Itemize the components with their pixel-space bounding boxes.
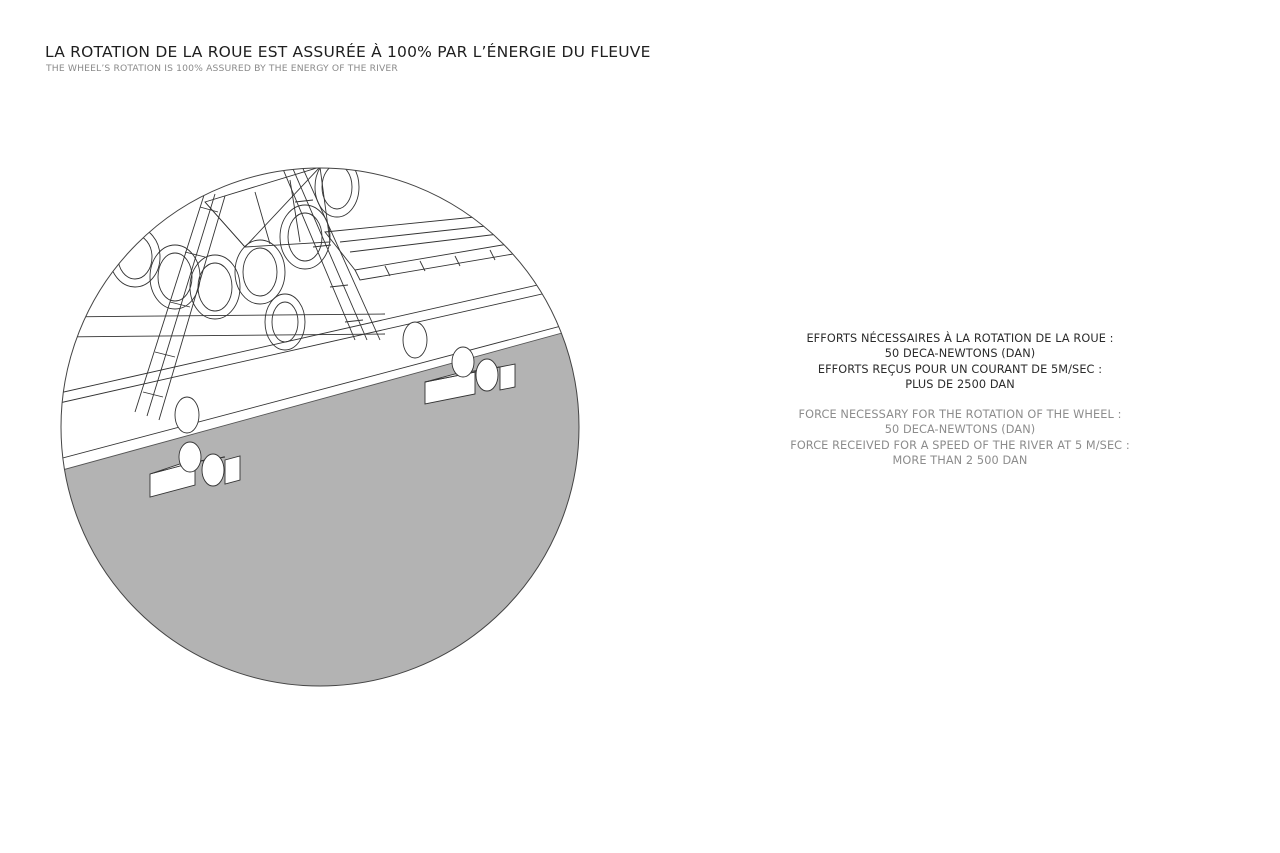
ladder-right [280,162,380,340]
page-title: LA ROTATION DE LA ROUE EST ASSURÉE À 100% PAR L’ÉNERGIE DU FLEUVE [45,43,651,61]
wheel-drive-illustration [55,162,585,692]
deck-planks [325,217,525,280]
note-line: 50 DECA-NEWTONS (DAN) [884,423,1036,437]
tyre-drums [110,162,359,350]
page-subtitle: THE WHEEL’S ROTATION IS 100% ASSURED BY THE ENERGY OF THE RIVER [46,63,398,74]
frame-structure [55,167,385,337]
note-line: 50 DECA-NEWTONS (DAN) [884,347,1036,361]
note-line: EFFORTS REÇUS POUR UN COURANT DE 5M/SEC : [817,362,1103,376]
note-line: MORE THAN 2 500 DAN [892,454,1028,468]
notes-french [760,331,1160,392]
note-line: PLUS DE 2500 DAN [905,377,1015,391]
note-line: FORCE RECEIVED FOR A SPEED OF THE RIVER AT 5 M/SEC : [790,438,1130,452]
ladder-left [135,192,225,420]
force-notes [760,331,1160,468]
note-line: EFFORTS NÉCESSAIRES À LA ROTATION DE LA ROUE : [806,332,1114,345]
note-line: FORCE NECESSARY FOR THE ROTATION OF THE WHEEL : [798,408,1122,422]
notes-english [760,407,1160,468]
